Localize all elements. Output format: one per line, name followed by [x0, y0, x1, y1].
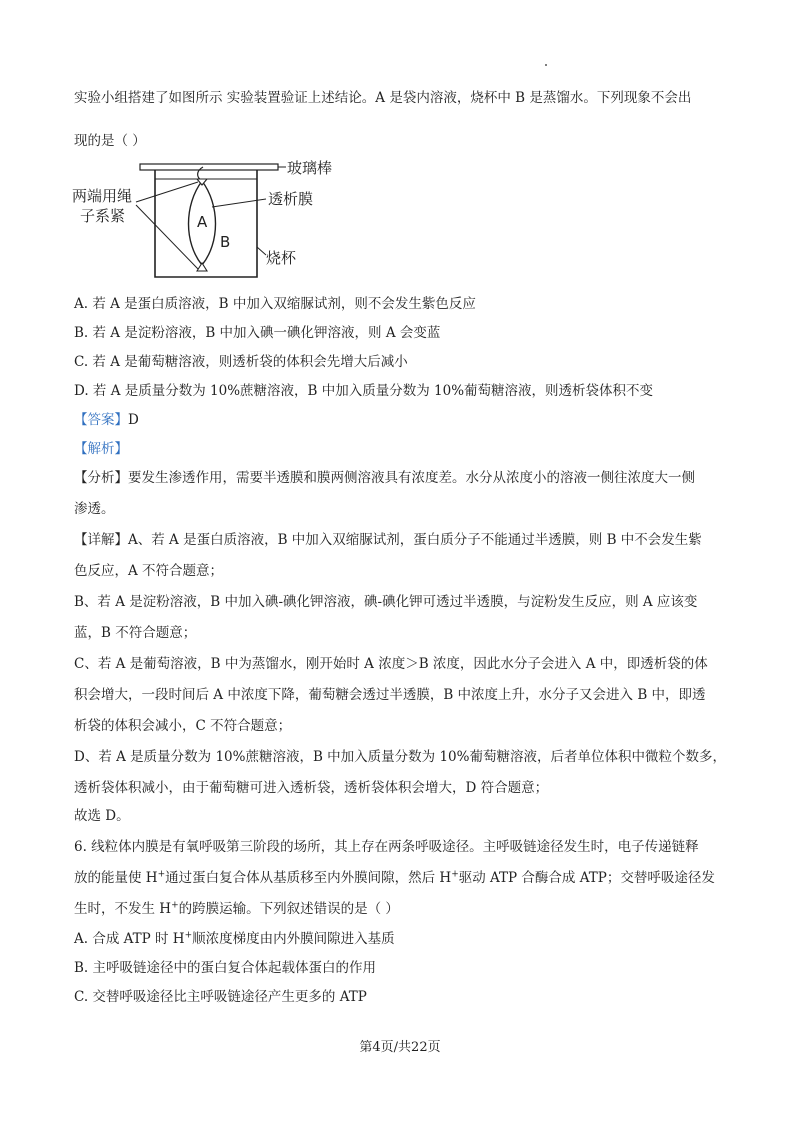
option-d: D. 若 A 是质量分数为 10%蔗糖溶液，B 中加入质量分数为 10%葡萄糖溶液，则透析袋体积不变	[74, 383, 654, 399]
detail-d-line2: 透析袋体积减小，由于葡萄糖可进入透析袋，透析袋体积会增大，D 符合题意；	[74, 780, 549, 796]
membrane-pointer	[212, 199, 266, 207]
q6-line2-b: 通过蛋白复合体从基质移至内外膜间隙，然后 H	[165, 870, 452, 886]
q6-option-a	[74, 929, 734, 949]
label-rope-line2: 子系紧	[80, 207, 126, 225]
h-plus-sup-2: +	[451, 869, 459, 880]
dialysis-setup-figure	[72, 155, 362, 283]
detail-a-text-1: A、若 A 是蛋白质溶液，B 中加入双缩脲试剂，蛋白质分子不能通过半透膜，则 B 中不会发生紫	[128, 532, 702, 548]
q6-line3-b: 的跨膜运输。下列叙述错误的是（ ）	[178, 901, 399, 917]
answer-value: D	[128, 412, 139, 428]
q6-option-a-2: 顺浓度梯度由内外膜间隙进入基质	[192, 931, 395, 947]
q6-line2	[74, 868, 734, 888]
h-plus-sup-4: +	[184, 930, 193, 941]
q6-option-b: B. 主呼吸链途径中的蛋白复合体起载体蛋白的作用	[74, 960, 377, 976]
detail-tag: 【详解】	[74, 532, 128, 548]
q6-line3	[74, 899, 734, 919]
top-knot	[197, 179, 207, 185]
analysis-tag: 【分析】	[74, 470, 128, 486]
q6-line3-a: 生时，不发生 H	[74, 901, 172, 917]
answer-label: 【答案】	[74, 412, 128, 428]
detail-c-line2: 积会增大，一段时间后 A 中浓度下降，葡萄糖会透过半透膜，B 中浓度上升，水分子又会进入 B 中，即透	[74, 687, 706, 703]
speck	[545, 64, 547, 66]
detail-b-line2: 蓝，B 不符合题意；	[74, 625, 197, 641]
analysis-heading: 【解析】	[74, 441, 128, 457]
answer-line	[74, 410, 734, 430]
q6-option-a-1: A. 合成 ATP 时 H	[74, 931, 185, 947]
detail-b-line1: B、若 A 是淀粉溶液，B 中加入碘-碘化钾溶液，碘-碘化钾可透过半透膜，与淀粉发生反应，则 A 应该变	[74, 594, 698, 610]
detail-c-line1: C、若 A 是葡萄溶液，B 中为蒸馏水，刚开始时 A 浓度＞B 浓度，因此水分子会进入 A 中，即透析袋的体	[74, 656, 708, 672]
option-c: C. 若 A 是葡萄糖溶液，则透析袋的体积会先增大后减小	[74, 354, 408, 370]
q6-line2-c: 驱动 ATP 合酶合成 ATP；交替呼吸途径发	[458, 870, 715, 886]
rope-pointer-top	[136, 182, 198, 202]
label-b: B	[220, 233, 231, 251]
label-beaker: 烧杯	[266, 249, 297, 267]
label-a: A	[197, 213, 208, 231]
beaker-pointer	[257, 247, 266, 255]
label-membrane: 透析膜	[268, 190, 314, 208]
q6-line1: 6. 线粒体内膜是有氧呼吸第三阶段的场所，其上存在两条呼吸途径。主呼吸链途径发生时，电子传递链释	[74, 839, 699, 855]
analysis-text-1: 要发生渗透作用，需要半透膜和膜两侧溶液具有浓度差。水分从浓度小的溶液一侧往浓度大一侧	[128, 470, 695, 486]
detail-a-line2: 色反应，A 不符合题意；	[74, 563, 224, 579]
glass-rod	[140, 164, 278, 170]
option-a: A. 若 A 是蛋白质溶液，B 中加入双缩脲试剂，则不会发生紫色反应	[74, 296, 476, 312]
label-glass-rod: 玻璃棒	[287, 159, 333, 177]
q6-option-c: C. 交替呼吸途径比主呼吸链途径产生更多的 ATP	[74, 989, 367, 1005]
detail-c-line3: 析袋的体积会减小，C 不符合题意；	[74, 718, 292, 734]
question-intro-line1: 实验小组搭建了如图所示 实验装置验证上述结论。A 是袋内溶液，烧杯中 B 是蒸馏水。下列现象不会出	[74, 90, 692, 106]
question-intro-line2: 现的是（ ）	[74, 133, 146, 149]
page-footer: 第4页/共22页	[359, 1040, 441, 1055]
bottom-knot	[197, 263, 207, 271]
label-rope-line1: 两端用绳	[72, 187, 133, 205]
h-plus-sup-1: +	[157, 869, 166, 880]
analysis-line2: 渗透。	[74, 501, 115, 517]
analysis-line1	[74, 468, 734, 488]
h-plus-sup-3: +	[171, 900, 179, 911]
option-b: B. 若 A 是淀粉溶液，B 中加入碘一碘化钾溶液，则 A 会变蓝	[74, 325, 441, 341]
detail-conclusion: 故选 D。	[74, 808, 130, 824]
detail-d-line1: D、若 A 是质量分数为 10%蔗糖溶液，B 中加入质量分数为 10%葡萄糖溶液，后者单位体积中微粒个数多，	[74, 749, 726, 765]
q6-line2-a: 放的能量使 H	[74, 870, 158, 886]
detail-a-line1	[74, 530, 734, 550]
